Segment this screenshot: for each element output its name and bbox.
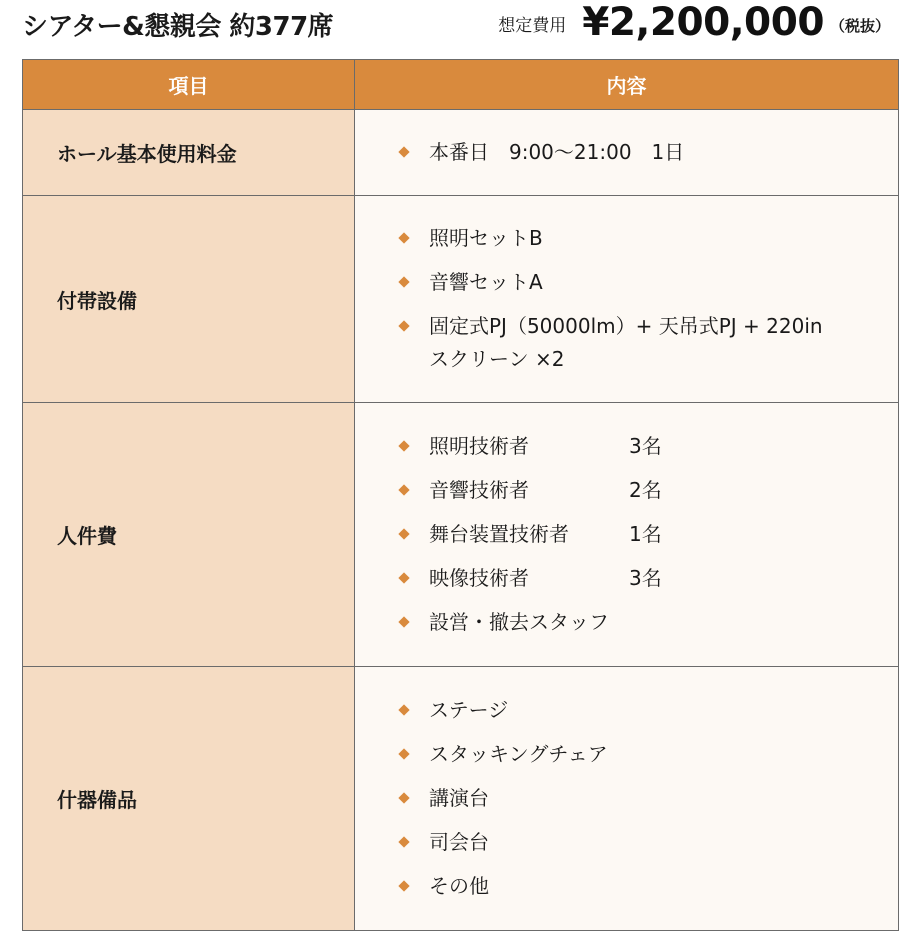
diamond-bullet-icon [398,792,409,803]
diamond-bullet-icon [398,484,409,495]
diamond-bullet-icon [398,440,409,451]
staff-role: 映像技術者 [429,566,529,590]
list-item [399,430,898,463]
staff-role: 照明技術者 [429,434,529,458]
list-item-text: 照明セットB [429,226,543,250]
row-label: ホール基本使用料金 [23,110,355,196]
price-tax-note: （税抜） [829,17,890,35]
staff-count: 3名 [629,566,662,590]
list-item-text: 司会台 [429,830,489,854]
price-amount: ¥2,200,000 [582,0,824,45]
list-item [399,136,898,169]
list-item-text: ステージ [429,698,509,722]
list-item [399,222,898,255]
diamond-bullet-icon [398,528,409,539]
diamond-bullet-icon [398,320,409,331]
list-item-text: その他 [429,874,489,898]
list-item [399,266,898,299]
price-label: 想定費用 [498,16,567,36]
row-content [355,403,899,667]
list-item [399,738,898,771]
staff-count: 3名 [629,434,662,458]
row-content [355,667,899,931]
list-item [399,518,898,551]
row-content [355,196,899,403]
diamond-bullet-icon [398,146,409,157]
table-row-equipment [23,196,899,403]
staff-role: 設営・撤去スタッフ [429,610,609,634]
column-header-content: 内容 [355,60,899,110]
staff-role: 舞台装置技術者 [429,522,569,546]
content-list [399,694,898,903]
staff-role: 音響技術者 [429,478,529,502]
list-item-text: 講演台 [429,786,489,810]
row-label: 人件費 [23,403,355,667]
list-item-text: 本番日 9:00〜21:00 1日 [429,140,685,164]
content-list [399,430,898,639]
diamond-bullet-icon [398,232,409,243]
diamond-bullet-icon [398,276,409,287]
list-item-text: 固定式PJ（50000lm）+ 天吊式PJ + 220inスクリーン ×2 [429,314,823,371]
table-row-staff [23,403,899,667]
page-title: シアター&懇親会 約377席 [22,12,334,42]
table-row-furniture [23,667,899,931]
list-item [399,562,898,595]
row-label: 付帯設備 [23,196,355,403]
list-item-text: スタッキングチェア [429,742,608,766]
list-item [399,782,898,815]
diamond-bullet-icon [398,836,409,847]
list-item [399,474,898,507]
content-list [399,222,898,376]
list-item [399,310,898,376]
staff-count: 2名 [629,478,662,502]
diamond-bullet-icon [398,616,409,627]
row-label: 什器備品 [23,667,355,931]
diamond-bullet-icon [398,572,409,583]
staff-count: 1名 [629,522,662,546]
diamond-bullet-icon [398,748,409,759]
list-item [399,606,898,639]
diamond-bullet-icon [398,704,409,715]
list-item [399,694,898,727]
diamond-bullet-icon [398,880,409,891]
row-content [355,110,899,196]
list-item [399,826,898,859]
list-item [399,870,898,903]
column-header-item: 項目 [23,60,355,110]
plan-table [22,59,899,931]
page-header [0,0,920,48]
price-block [498,0,890,45]
content-list [399,136,898,169]
list-item-text: 音響セットA [429,270,543,294]
table-header-row [23,60,899,110]
table-row-hall-fee [23,110,899,196]
